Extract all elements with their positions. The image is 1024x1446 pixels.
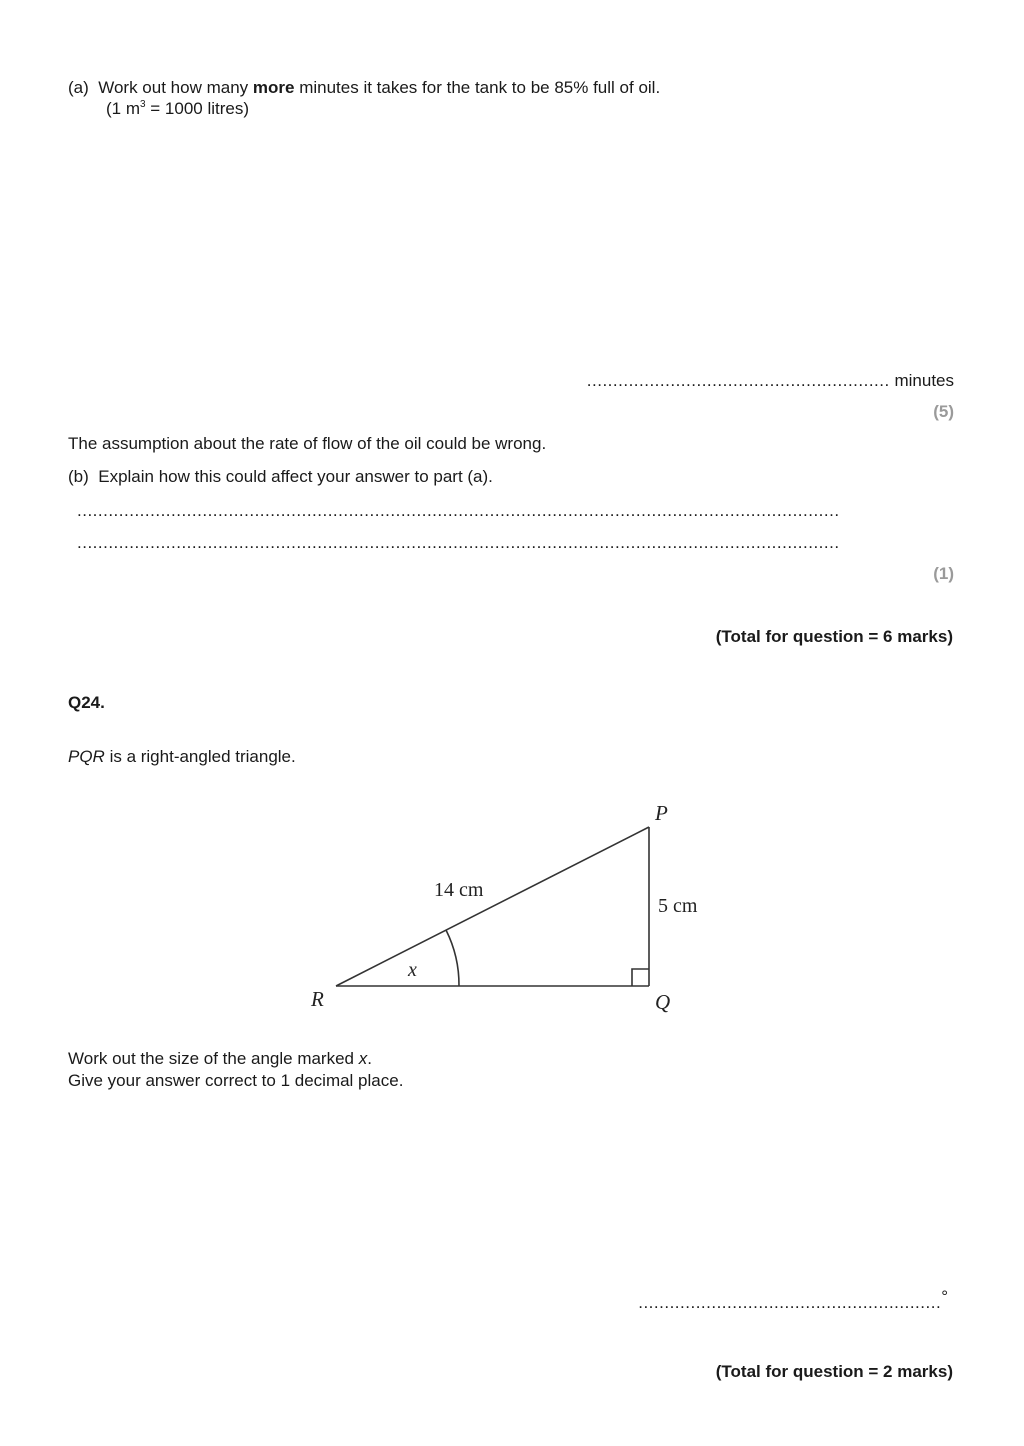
- conversion-superscript: 3: [140, 99, 146, 110]
- q24-number: Q24.: [68, 693, 105, 712]
- part-b-answer-line-1: ..................................................................................................................................................: [77, 501, 840, 520]
- part-a-answer-dots: ..........................................................: [586, 371, 890, 390]
- part-a-marks: (5): [933, 402, 954, 421]
- degree-symbol: °: [941, 1287, 948, 1306]
- side-rp: [336, 827, 649, 986]
- part-a-text-before: Work out how many: [98, 78, 249, 97]
- q24-instruction-1: [68, 1049, 372, 1069]
- angle-x-label: x: [408, 959, 417, 981]
- part-a-bold-word: more: [252, 78, 295, 97]
- q24-intro-rest: is a right-angled triangle.: [104, 747, 296, 766]
- part-a-text-after: minutes it takes for the tank to be 85% full of oil.: [299, 78, 661, 97]
- opposite-length-label: 5 cm: [658, 895, 698, 917]
- angle-arc: [446, 930, 459, 986]
- part-b-label: (b): [68, 467, 89, 486]
- part-a-answer-unit: minutes: [894, 371, 954, 390]
- part-b-text: Explain how this could affect your answer to part (a).: [98, 467, 493, 486]
- hypotenuse-length-label: 14 cm: [434, 879, 484, 901]
- right-angle-marker: [632, 969, 649, 986]
- conversion-close: = 1000 litres): [145, 99, 250, 118]
- vertex-q-label: Q: [655, 990, 671, 1014]
- q24-answer-line: [638, 1287, 948, 1313]
- q24-intro-triangle-name: PQR: [68, 747, 105, 766]
- assumption-text: The assumption about the rate of flow of the oil could be wrong.: [68, 434, 547, 453]
- part-b-marks: (1): [933, 564, 954, 583]
- q24-instruction-1-text: Work out the size of the angle marked: [68, 1049, 359, 1068]
- q24-instruction-1-end: .: [367, 1049, 372, 1068]
- q24-answer-dots: ..........................................................: [638, 1293, 942, 1312]
- q24-instruction-2: Give your answer correct to 1 decimal place.: [68, 1071, 404, 1090]
- vertex-r-label: R: [311, 987, 324, 1011]
- conversion-open: (1 m: [106, 99, 140, 118]
- part-a-label: (a): [68, 78, 89, 97]
- total-q23: (Total for question = 6 marks): [715, 627, 953, 646]
- q24-instruction-1-variable: x: [358, 1049, 368, 1068]
- part-b-answer-line-2: ..................................................................................................................................................: [77, 533, 840, 552]
- vertex-p-label: P: [655, 801, 668, 825]
- total-q24: (Total for question = 2 marks): [715, 1362, 953, 1381]
